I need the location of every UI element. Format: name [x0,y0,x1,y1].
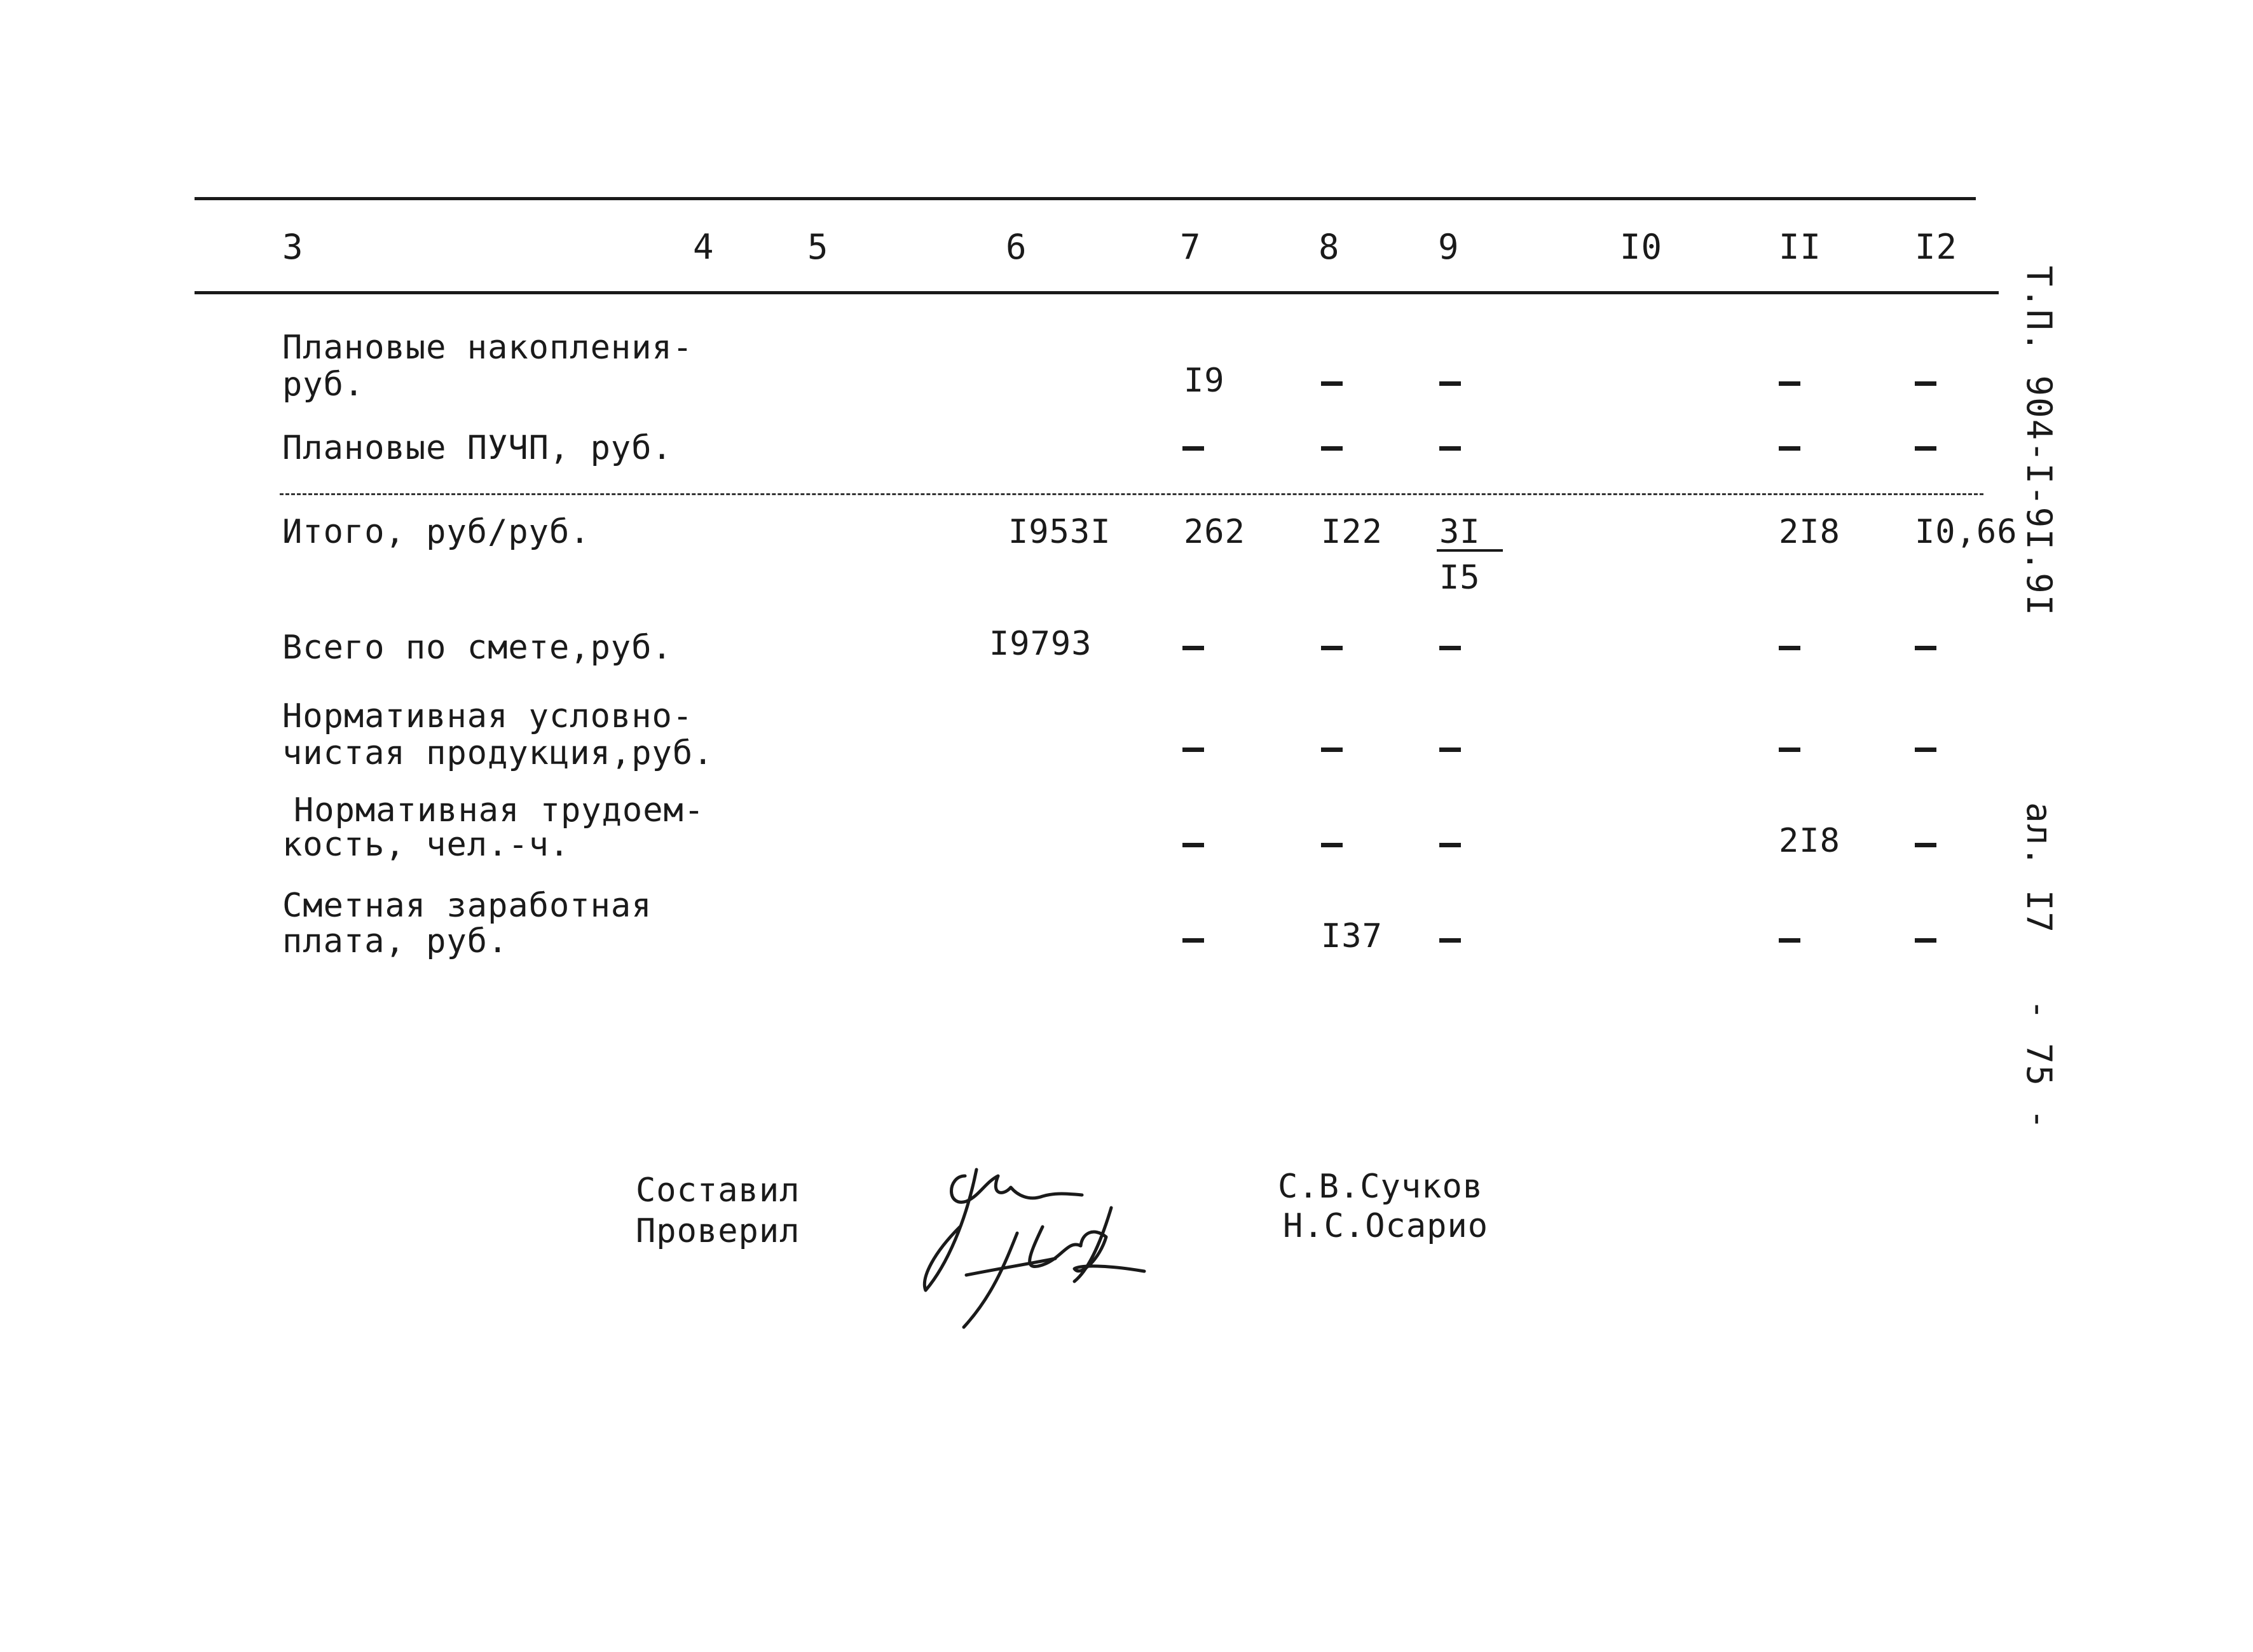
subtotal-separator [280,493,1983,495]
cell-col-11: 2I8 [1779,513,1840,551]
row-label: Нормативная трудоем- [294,791,705,829]
cell-col-7: I9 [1184,362,1225,400]
col-header-11: II [1779,227,1822,267]
row-label: кость, чел.-ч. [282,826,570,864]
dash-mark [1779,938,1800,943]
col-header-6: 6 [1006,227,1027,267]
dash-mark [1915,646,1936,650]
checked-name: Н.С.Осарио [1283,1207,1489,1245]
row-label: Нормативная условно- [282,697,694,735]
dash-mark [1915,843,1936,847]
dash-mark [1439,843,1461,847]
dash-mark [1439,381,1461,386]
row-label: Сметная заработная [282,887,652,925]
dash-mark [1182,446,1204,451]
col-header-10: I0 [1620,227,1663,267]
dash-mark [1915,446,1936,451]
dash-mark [1182,843,1204,847]
dash-mark [1779,381,1800,386]
cell-col-8: I22 [1321,513,1383,551]
header-bottom-rule [195,291,1999,294]
cell-col-9-denominator: I5 [1439,559,1481,597]
row-label: Итого, руб/руб. [282,513,591,551]
dash-mark [1321,381,1343,386]
col-header-8: 8 [1318,227,1340,267]
col-header-9: 9 [1438,227,1460,267]
checked-label: Проверил [636,1212,800,1250]
dash-mark [1321,646,1343,650]
fraction-line [1437,549,1503,552]
row-label: Плановые накопления- [282,329,694,367]
dash-mark [1439,646,1461,650]
table-top-rule [195,197,1976,200]
row-label: Всего по смете,руб. [282,629,673,667]
col-header-3: 3 [282,227,304,267]
album-number: ал. I7 [2019,802,2059,934]
row-label: Плановые ПУЧП, руб. [282,429,673,467]
cell-col-9-numerator: 3I [1439,513,1481,551]
col-header-12: I2 [1915,227,1958,267]
row-label: руб. [282,365,365,404]
cell-col-12: I0,66 [1915,513,2018,551]
dash-mark [1439,938,1461,943]
dash-mark [1779,646,1800,650]
dash-mark [1321,747,1343,752]
col-header-7: 7 [1180,227,1202,267]
col-header-4: 4 [693,227,715,267]
dash-mark [1915,747,1936,752]
dash-mark [1779,747,1800,752]
dash-mark [1321,843,1343,847]
dash-mark [1779,446,1800,451]
dash-mark [1439,747,1461,752]
page-number: - 75 - [2019,999,2059,1131]
dash-mark [1182,938,1204,943]
cell-col-7: 262 [1184,513,1245,551]
cell-col-11: 2I8 [1779,822,1840,860]
document-code: Т.П. 904-I-9I.9I [2019,266,2059,617]
row-label: чистая продукция,руб. [282,734,714,772]
dash-mark [1182,747,1204,752]
dash-mark [1915,938,1936,943]
cell-col-8: I37 [1321,917,1383,955]
composed-label: Составил [636,1171,800,1210]
dash-mark [1182,646,1204,650]
cell-col-6: I953I [1008,513,1111,551]
dash-mark [1915,381,1936,386]
cell-col-6: I9793 [989,625,1092,663]
row-label: плата, руб. [282,922,509,960]
dash-mark [1439,446,1461,451]
handwritten-signature [915,1157,1195,1348]
composed-name: С.В.Сучков [1278,1168,1484,1206]
dash-mark [1321,446,1343,451]
col-header-5: 5 [807,227,829,267]
